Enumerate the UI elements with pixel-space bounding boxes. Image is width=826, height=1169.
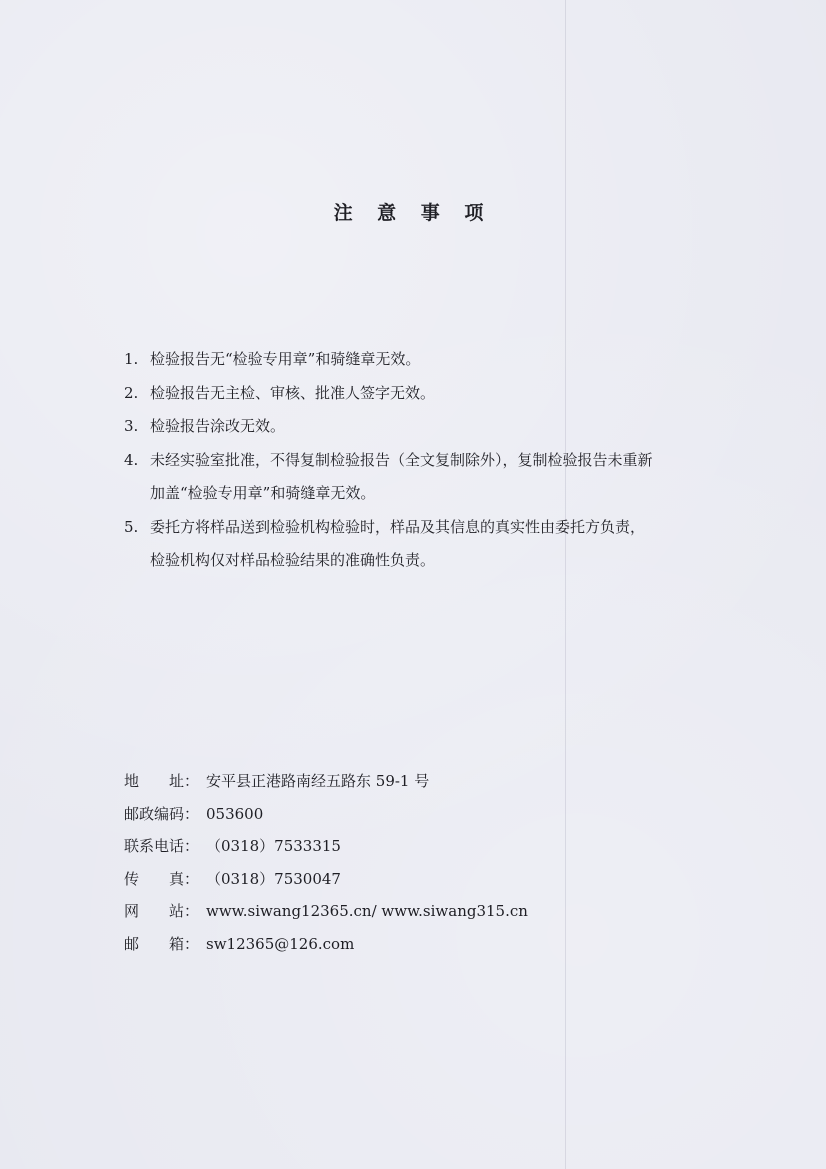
notice-item-text: 检验报告无主检、审核、批准人签字无效。	[150, 383, 436, 402]
address-label: 地 址：	[124, 772, 200, 790]
phone-row	[124, 835, 724, 868]
notice-item-text: 检验报告无“检验专用章”和骑缝章无效。	[150, 350, 421, 368]
notice-item	[124, 410, 724, 444]
email-value: sw12365@126.com	[206, 934, 355, 953]
notice-item-number: 4.	[124, 450, 139, 469]
notice-item-number: 5.	[124, 517, 139, 536]
notice-item	[124, 511, 724, 578]
email-row	[124, 933, 724, 966]
website-value: www.siwang12365.cn/ www.siwang315.cn	[206, 902, 528, 920]
phone-value: （0318）7533315	[206, 837, 341, 855]
notice-item	[124, 343, 724, 377]
postcode-row	[124, 803, 724, 836]
notice-item	[124, 444, 724, 511]
website-label: 网 站：	[124, 902, 200, 920]
notice-item-text: 未经实验室批准，不得复制检验报告（全文复制除外），复制检验报告未重新 加盖“检验专用章”和骑缝章无效。	[150, 450, 653, 502]
fax-row	[124, 868, 724, 901]
contact-info	[124, 770, 724, 965]
postcode-label: 邮政编码：	[124, 804, 200, 823]
notice-item-number: 1.	[124, 350, 139, 368]
notice-item-number: 2.	[124, 383, 139, 402]
notice-list	[124, 343, 724, 578]
fax-value: （0318）7530047	[206, 869, 341, 888]
email-label: 邮 箱：	[124, 934, 200, 953]
notice-item-number: 3.	[124, 417, 139, 435]
postcode-value: 053600	[206, 804, 264, 823]
notice-item-text: 检验报告涂改无效。	[150, 417, 286, 435]
phone-label: 联系电话：	[124, 837, 200, 855]
address-value: 安平县正港路南经五路东 59-1 号	[206, 772, 430, 790]
fax-label: 传 真：	[124, 869, 200, 888]
page-fold-line	[565, 0, 566, 1169]
address-row	[124, 770, 724, 803]
website-row	[124, 900, 724, 933]
notice-item	[124, 377, 724, 411]
notice-item-text: 委托方将样品送到检验机构检验时，样品及其信息的真实性由委托方负责， 检验机构仅对样品检验结果的准确性负责。	[150, 517, 646, 569]
page-title: 注 意 事 项	[333, 202, 493, 224]
